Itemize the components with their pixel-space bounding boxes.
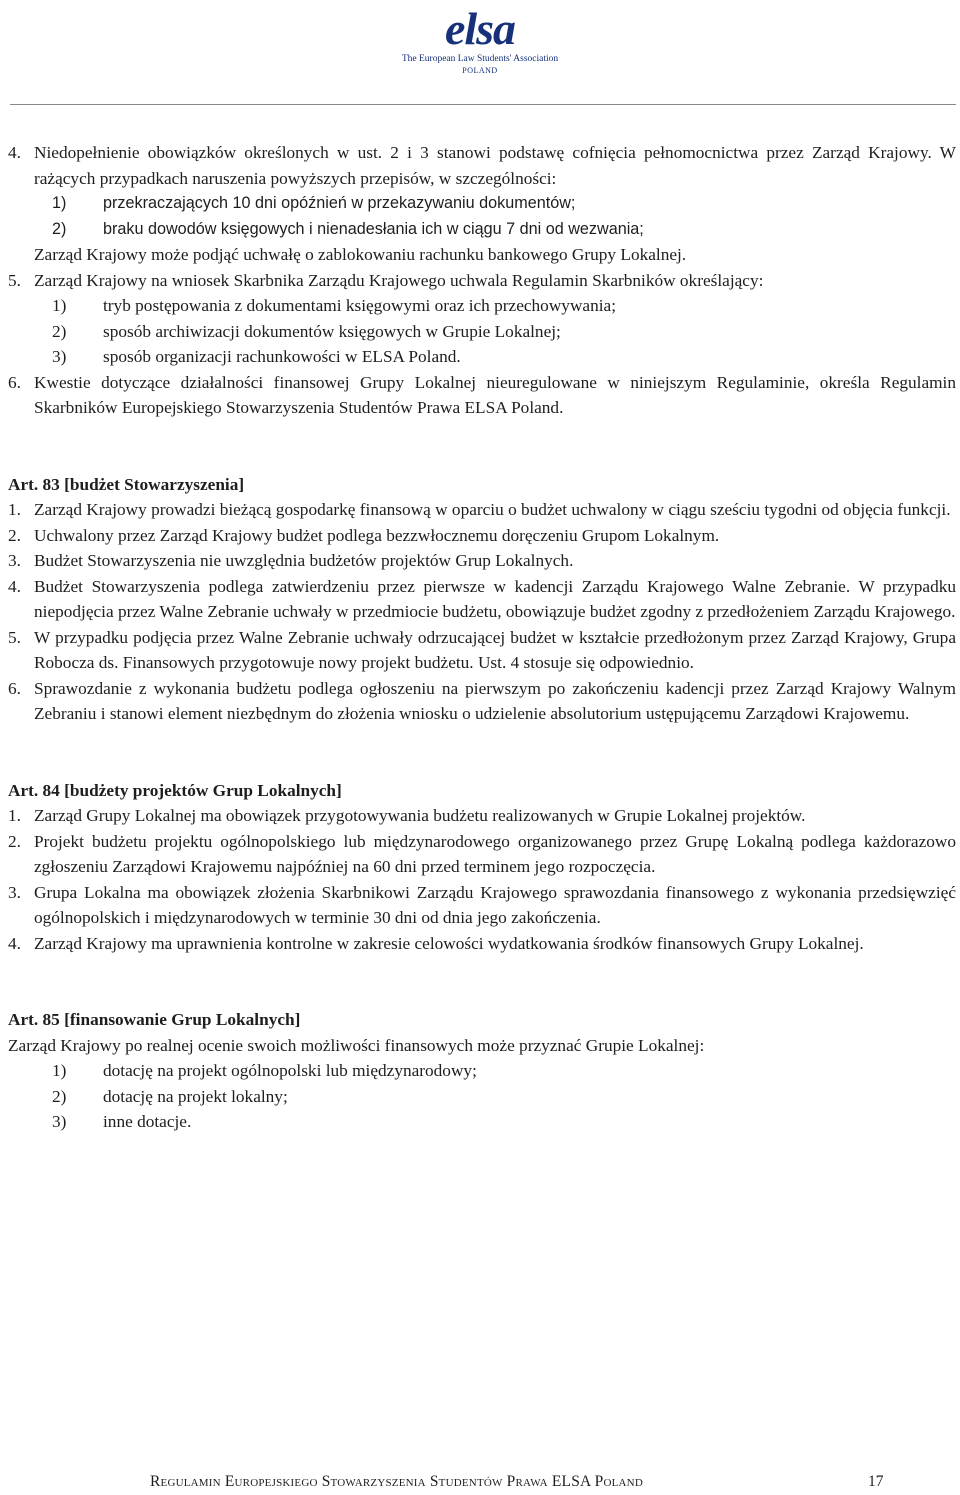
paragraph-text: Zarząd Krajowy może podjąć uchwałę o zablokowaniu rachunku bankowego Grupy Lokalnej. <box>34 245 687 264</box>
header-divider <box>10 104 956 105</box>
logo-wordmark: elsa <box>444 3 516 54</box>
page-number: 17 <box>868 1473 884 1490</box>
paragraph-number: 2. <box>8 831 21 851</box>
article-83-point <box>8 676 956 727</box>
paragraph-number: 1. <box>8 806 21 825</box>
paragraph-number: 5. <box>8 270 21 290</box>
list-item <box>8 1058 956 1084</box>
article-84-point <box>8 931 956 957</box>
paragraph-text: Budżet Stowarzyszenia podlega zatwierdzeniu przez pierwsze w kadencji Zarządu Krajowego Walne Zebranie. W przypadku niepodjęcia przez Walne Zebranie uchwały w przedmiocie budżetu, obowiązuje budżet zgodny z przedłożeniem Zarządu Krajowego. <box>34 576 956 621</box>
list-text: dotację na projekt ogólnopolski lub międzynarodowy; <box>103 1061 477 1080</box>
list-item <box>8 1109 956 1135</box>
article-84-point <box>8 829 956 880</box>
list-text: przekraczających 10 dni opóźnień w przekazywaniu dokumentów; <box>103 194 576 212</box>
article-85-intro: Zarząd Krajowy po realnej ocenie swoich możliwości finansowych może przyznać Grupie Lokalnej: <box>8 1035 705 1055</box>
paragraph-text: Kwestie dotyczące działalności finansowej Grupy Lokalnej nieuregulowane w niniejszym Regulaminie, określa Regulamin Skarbników Europejskiego Stowarzyszenia Studentów Prawa ELSA Poland. <box>34 372 956 417</box>
elsa-logo <box>380 3 580 84</box>
paragraph-number: 3. <box>8 551 21 570</box>
article-83-point <box>8 523 956 549</box>
article-83-point <box>8 574 956 625</box>
document-body <box>8 140 956 1135</box>
paragraph-text: Zarząd Krajowy ma uprawnienia kontrolne w zakresie celowości wydatkowania środków finansowych Grupy Lokalnej. <box>34 933 864 953</box>
paragraph-number: 6. <box>8 372 21 392</box>
list-text: sposób organizacji rachunkowości w ELSA Poland. <box>103 347 461 366</box>
paragraph-4 <box>8 140 956 191</box>
paragraph-text: Projekt budżetu projektu ogólnopolskiego lub międzynarodowego organizowanego przez Grupę Lokalną podlega każdorazowo zgłoszeniu Zarządowi Krajowemu najpóźniej na 60 dni przed terminem jego rozpoczęcia. <box>34 831 956 876</box>
paragraph-6 <box>8 370 956 421</box>
paragraph-number: 4. <box>8 143 21 162</box>
paragraph-number: 6. <box>8 678 21 698</box>
paragraph-text: Uchwalony przez Zarząd Krajowy budżet podlega bezzwłocznemu doręczeniu Grupom Lokalnym. <box>34 525 720 545</box>
paragraph-number: 2. <box>8 525 21 545</box>
paragraph-text: Sprawozdanie z wykonania budżetu podlega ogłoszeniu na pierwszym po zakończeniu kadencji przez Zarząd Krajowy Walnym Zebraniu i stanowi element niezbędnym do złożenia wniosku o udzielenie absolutorium ustępującemu Zarządowi Krajowemu. <box>34 678 956 723</box>
paragraph-number: 1. <box>8 500 21 519</box>
paragraph-number: 5. <box>8 627 21 647</box>
article-83-title: Art. 83 [budżet Stowarzyszenia] <box>8 474 245 494</box>
paragraph-text: Grupa Lokalna ma obowiązek złożenia Skarbnikowi Zarządu Krajowego sprawozdania finansowego z wykonania przedsięwzięć ogólnopolskich i międzynarodowych w terminie 30 dni od dnia jego zakończenia. <box>34 882 956 927</box>
list-number: 1) <box>52 296 67 315</box>
list-number: 2) <box>52 1086 67 1106</box>
paragraph-text: Zarząd Krajowy prowadzi bieżącą gospodarkę finansową w oparciu o budżet uchwalony w ciągu sześciu tygodni od objęcia funkcji. <box>34 500 951 519</box>
paragraph-text: Zarząd Krajowy na wniosek Skarbnika Zarządu Krajowego uchwala Regulamin Skarbników określający: <box>34 270 764 290</box>
paragraph-number: 3. <box>8 882 21 902</box>
page-footer <box>150 1473 884 1491</box>
list-text: braku dowodów księgowych i nienadesłania ich w ciągu 7 dni od wezwania; <box>103 219 644 238</box>
list-text: dotację na projekt lokalny; <box>103 1086 288 1106</box>
list-number: 2) <box>52 219 67 238</box>
list-number: 3) <box>52 347 67 366</box>
article-84-point <box>8 803 956 829</box>
list-item <box>8 293 956 319</box>
list-number: 3) <box>52 1112 67 1131</box>
article-83-point <box>8 548 956 574</box>
paragraph-text: Budżet Stowarzyszenia nie uwzględnia budżetów projektów Grup Lokalnych. <box>34 551 574 570</box>
paragraph-5 <box>8 268 956 294</box>
list-text: inne dotacje. <box>103 1112 192 1131</box>
paragraph-text: W przypadku podjęcia przez Walne Zebranie uchwały odrzucającej budżet w kształcie przedłożonym przez Zarząd Krajowy, Grupa Robocza ds. Finansowych przygotowuje nowy projekt budżetu. Ust. 4 stosuje się odpowiednio. <box>34 627 956 672</box>
list-number: 1) <box>52 194 67 212</box>
list-item <box>8 344 956 370</box>
paragraph-text: Niedopełnienie obowiązków określonych w ust. 2 i 3 stanowi podstawę cofnięcia pełnomocnictwa przez Zarząd Krajowy. W rażących przypadkach naruszenia powyższych przepisów, w szczególności: <box>34 143 956 188</box>
list-item <box>8 319 956 345</box>
list-item <box>8 217 956 243</box>
list-number: 1) <box>52 1061 67 1080</box>
list-text: tryb postępowania z dokumentami księgowymi oraz ich przechowywania; <box>103 296 617 315</box>
list-item <box>8 191 956 217</box>
paragraph-number: 4. <box>8 576 21 596</box>
logo-association-name: The European Law Students' Association <box>401 54 559 64</box>
footer-title: Regulamin Europejskiego Stowarzyszenia Studentów Prawa ELSA Poland <box>150 1473 643 1490</box>
article-84-title: Art. 84 [budżety projektów Grup Lokalnych] <box>8 780 342 800</box>
article-84-point <box>8 880 956 931</box>
logo-country: POLAND <box>462 66 498 75</box>
list-number: 2) <box>52 321 67 341</box>
article-85-title: Art. 85 [finansowanie Grup Lokalnych] <box>8 1010 301 1029</box>
list-text: sposób archiwizacji dokumentów księgowych w Grupie Lokalnej; <box>103 321 561 341</box>
paragraph-text: Zarząd Grupy Lokalnej ma obowiązek przygotowywania budżetu realizowanych w Grupie Lokalnej projektów. <box>34 806 806 825</box>
list-item <box>8 1084 956 1110</box>
article-83-point <box>8 625 956 676</box>
article-83-point <box>8 497 956 523</box>
paragraph-number: 4. <box>8 933 21 953</box>
paragraph-4-conclusion <box>8 242 956 268</box>
